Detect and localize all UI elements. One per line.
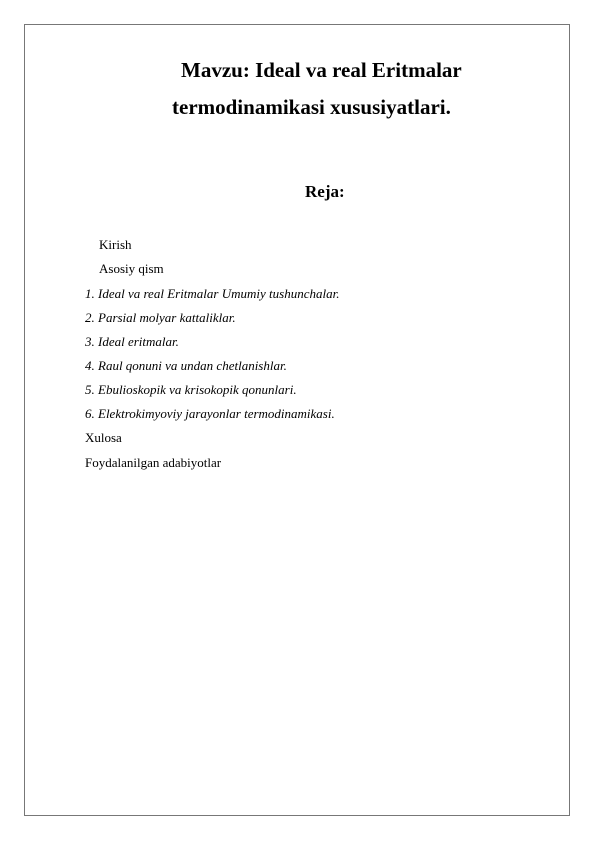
toc-item-4: 4. Raul qonuni va undan chetlanishlar. (85, 358, 287, 373)
toc-item-5: 5. Ebulioskopik va krisokopik qonunlari. (85, 382, 297, 397)
toc-item-conclusion: Xulosa (85, 430, 122, 445)
toc-item-references: Foydalanilgan adabiyotlar (85, 455, 222, 470)
document-title-line-1: Mavzu: Ideal va real Eritmalar (181, 58, 462, 82)
toc-item-2: 2. Parsial molyar kattaliklar. (85, 310, 236, 325)
document-title-line-2: termodinamikasi xususiyatlari. (172, 95, 451, 119)
plan-heading: Reja: (305, 182, 345, 201)
toc-item-6: 6. Elektrokimyoviy jarayonlar termodinamikasi. (85, 406, 335, 421)
toc-item-3: 3. Ideal eritmalar. (85, 334, 179, 349)
toc-item-1: 1. Ideal va real Eritmalar Umumiy tushunchalar. (85, 286, 340, 301)
toc-item-main-part: Asosiy qism (99, 261, 164, 276)
toc-item-introduction: Kirish (99, 237, 132, 252)
